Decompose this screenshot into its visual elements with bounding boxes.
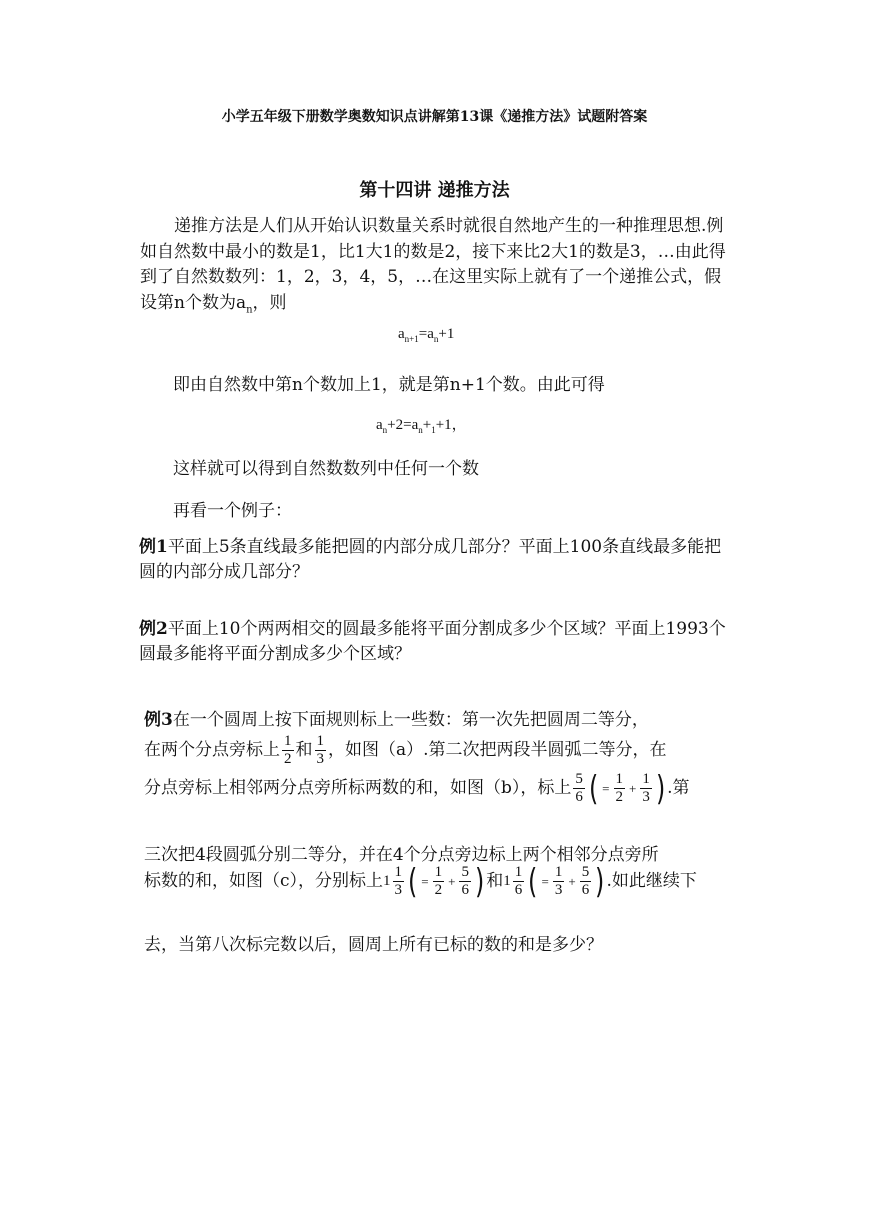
intro-paragraph (140, 214, 740, 322)
example-3-line (144, 840, 659, 865)
fraction-numerator: 1 (284, 733, 292, 749)
lecture-title: 第十四讲 递推方法 (359, 180, 510, 201)
example-label: 例3 (144, 710, 173, 730)
fraction-denominator: 6 (581, 882, 590, 898)
example-text: 标数的和，如图（c），分别标上 (144, 871, 384, 891)
intro-line-end: ，则 (252, 292, 287, 313)
equals-sign: = (541, 873, 549, 889)
fraction (282, 733, 294, 768)
fraction (433, 864, 445, 899)
example-text: 平面上5条直线最多能把圆的内部分成几部分？平面上100条直线最多能把 (167, 537, 722, 557)
mixed-number-whole: 1 (383, 873, 391, 889)
explanation-paragraph: 再看一个例子： (173, 501, 292, 521)
formula-subscript: n (382, 425, 388, 435)
example-text: 在一个圆周上按下面规则标上一些数：第一次先把圆周二等分， (172, 710, 649, 730)
plus-sign: + (448, 873, 456, 889)
example-text: .第 (667, 778, 690, 798)
equals-sign: = (602, 780, 610, 796)
example-3-line (144, 733, 667, 768)
example-text: 和 (486, 871, 504, 891)
example-3-line (144, 930, 603, 955)
fraction-numerator: 5 (461, 864, 469, 880)
example-label: 例1 (139, 537, 168, 557)
fraction-numerator: 1 (554, 864, 563, 880)
explanation-paragraph: 这样就可以得到自然数数列中任何一个数 (173, 459, 479, 479)
fraction-denominator: 2 (615, 789, 623, 805)
formula-term: =a (418, 326, 434, 342)
example-text: 分点旁标上相邻两分点旁所标两数的和，如图（b），标上 (144, 778, 572, 798)
fraction (393, 864, 405, 899)
fraction-numerator: 1 (316, 733, 324, 749)
fraction-denominator: 3 (642, 789, 650, 805)
formula-term: + (422, 417, 432, 433)
formula-term: a (398, 326, 405, 342)
fraction-numerator: 1 (615, 771, 623, 787)
formula-subscript: n (433, 334, 439, 344)
formula-subscript: n+1 (404, 334, 419, 344)
fraction-denominator: 3 (554, 882, 563, 898)
formula-term: +1， (435, 417, 467, 433)
fraction (614, 771, 626, 806)
fraction (459, 864, 471, 899)
fraction-numerator: 5 (575, 771, 583, 787)
recurrence-formula (398, 326, 454, 344)
example-text: 和 (295, 740, 313, 760)
fraction-numerator: 1 (434, 864, 443, 880)
fraction-numerator: 1 (514, 864, 523, 880)
fraction-denominator: 6 (461, 882, 469, 898)
example-text: .如此继续下 (606, 871, 697, 891)
fraction (580, 864, 592, 899)
fraction-numerator: 1 (394, 864, 403, 880)
example-text: 平面上10个两两相交的圆最多能将平面分割成多少个区域？平面上1993个 (167, 619, 726, 639)
example-text: 圆最多能将平面分割成多少个区域？ (139, 644, 411, 664)
left-paren-icon: ( (588, 768, 599, 809)
example-text: 圆的内部分成几部分？ (139, 562, 309, 582)
explanation-paragraph: 即由自然数中第n个数加上1，就是第n+1个数。由此可得 (173, 375, 605, 395)
formula-term: a (376, 417, 383, 433)
fraction (553, 864, 565, 899)
fraction-denominator: 2 (434, 882, 443, 898)
example-1 (139, 535, 759, 585)
fraction-denominator: 6 (514, 882, 523, 898)
left-paren-icon: ( (408, 861, 418, 902)
fraction-numerator: 1 (642, 771, 650, 787)
formula-term: +1 (438, 326, 455, 342)
formula-subscript: 1 (431, 425, 436, 435)
example-3-line (144, 861, 697, 902)
formula-subscript: n (418, 425, 423, 435)
example-text: ，如图（a）.第二次把两段半圆弧二等分，在 (328, 740, 667, 760)
intro-line: 到了自然数数列：1，2，3，4，5，…在这里实际上就有了一个递推公式，假 (140, 267, 722, 287)
fraction (640, 771, 652, 806)
mixed-number-whole: 1 (503, 873, 511, 889)
right-paren-icon: ) (474, 861, 485, 902)
left-paren-icon: ( (528, 861, 538, 902)
plus-sign: + (629, 780, 637, 796)
example-text: 三次把4段圆弧分别二等分，并在4个分点旁边标上两个相邻分点旁所 (144, 845, 659, 865)
example-3-line (144, 768, 690, 809)
fraction-denominator: 6 (575, 789, 583, 805)
fraction-denominator: 3 (316, 751, 324, 767)
intro-line: 递推方法是人们从开始认识数量关系时就很自然地产生的一种推理思想.例 (174, 216, 724, 236)
example-text: 在两个分点旁标上 (144, 740, 280, 760)
example-text: 去，当第八次标完数以后，圆周上所有已标的数的和是多少？ (144, 935, 603, 955)
example-2 (139, 617, 759, 667)
right-paren-icon: ) (595, 861, 605, 902)
plus-sign: + (568, 873, 576, 889)
equals-sign: = (421, 873, 429, 889)
right-paren-icon: ) (655, 768, 666, 809)
intro-line: 如自然数中最小的数是1，比1大1的数是2，接下来比2大1的数是3，…由此得 (140, 241, 726, 262)
example-label: 例2 (139, 619, 168, 639)
fraction (315, 733, 327, 768)
example-3-line (144, 705, 649, 730)
fraction-numerator: 5 (581, 864, 590, 880)
fraction-denominator: 2 (284, 751, 292, 767)
document-title: 小学五年级下册数学奥数知识点讲解第13课《递推方法》试题附答案 (221, 109, 648, 125)
intro-subscript: n (246, 303, 253, 315)
derived-formula (376, 413, 467, 435)
fraction (573, 771, 585, 806)
fraction-denominator: 3 (394, 882, 403, 898)
intro-line: 设第n个数为a (140, 292, 247, 313)
formula-term: +2=a (387, 417, 419, 433)
fraction (513, 864, 525, 899)
